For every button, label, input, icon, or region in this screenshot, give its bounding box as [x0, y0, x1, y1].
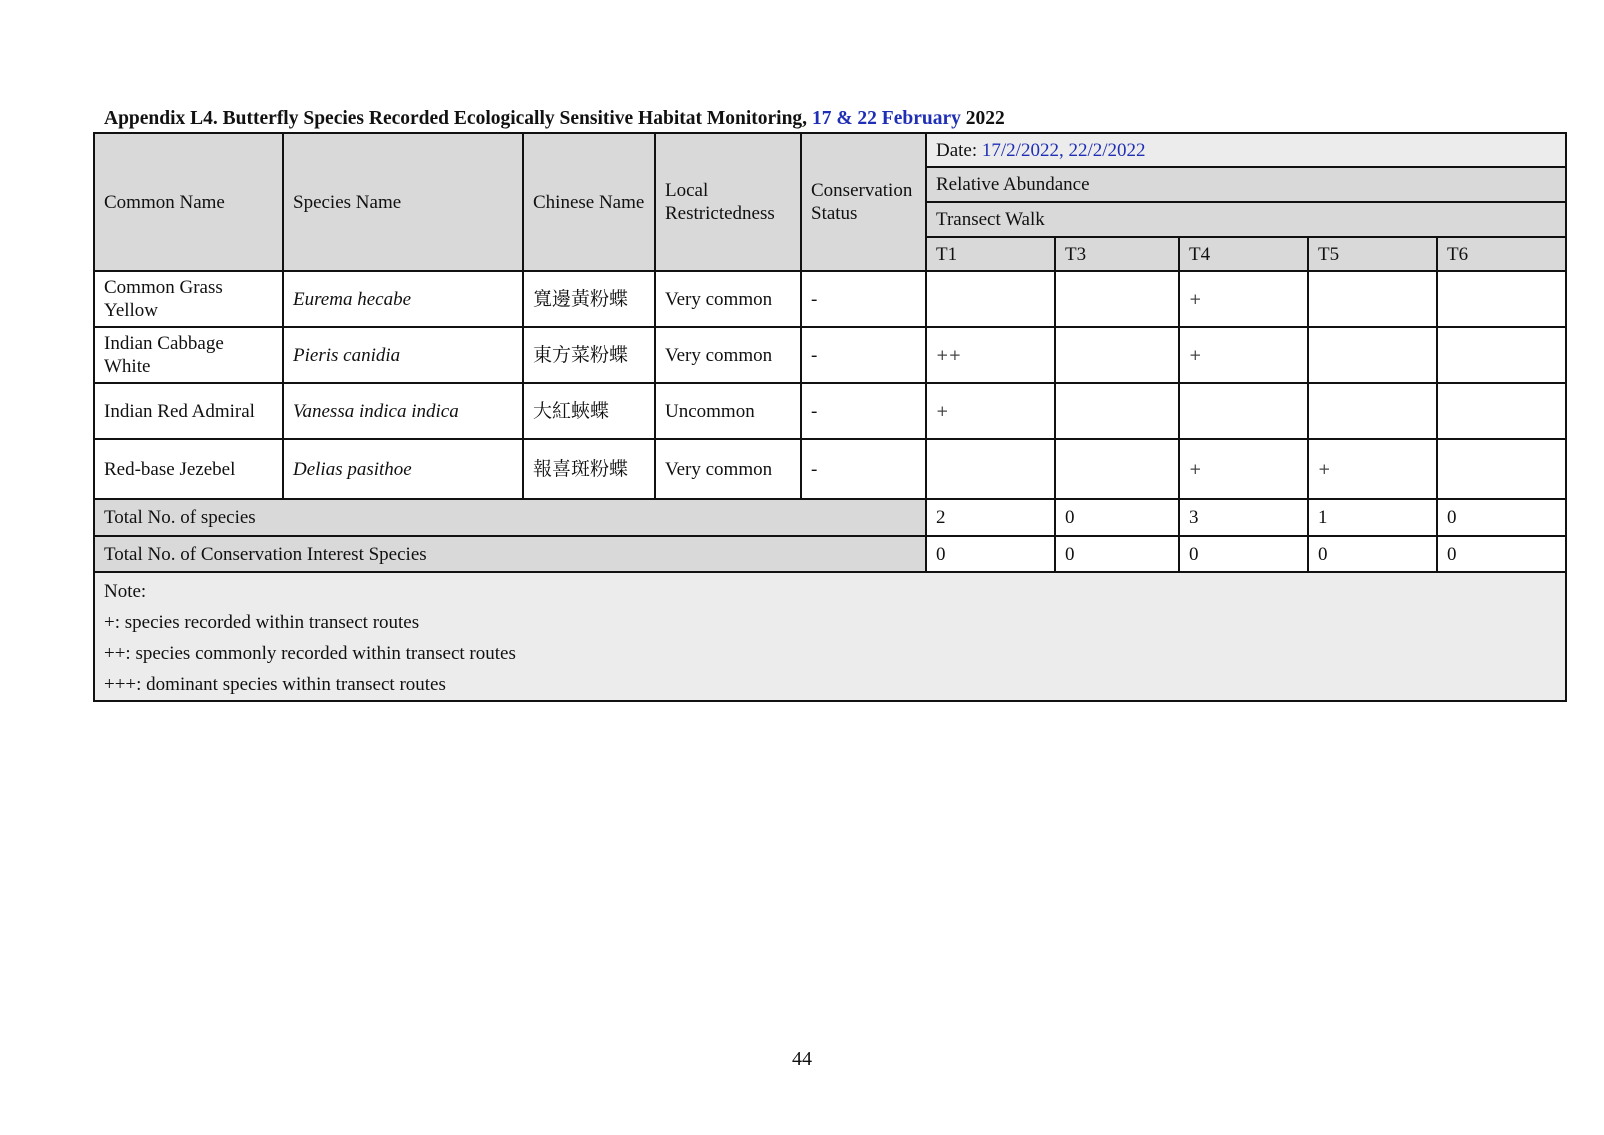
total-conservation-value: 0 — [1308, 536, 1437, 572]
note-line: +++: dominant species within transect routes — [104, 674, 446, 695]
title-dates: 17 & 22 February — [811, 108, 961, 129]
species-name-cell: Pieris canidia — [283, 327, 523, 383]
table-row — [94, 271, 1566, 327]
table-row — [94, 383, 1566, 439]
common-name-cell: Indian Red Admiral — [94, 383, 283, 439]
abundance-cell — [1437, 271, 1566, 327]
abundance-cell: + — [1308, 439, 1437, 499]
abundance-cell: + — [926, 383, 1055, 439]
abundance-cell — [1055, 439, 1179, 499]
header-species-name: Species Name — [283, 133, 523, 271]
total-species-value: 0 — [1437, 499, 1566, 536]
butterfly-species-table — [93, 132, 1567, 702]
table-title — [104, 108, 1005, 130]
header-conservation-status: Conservation Status — [801, 133, 926, 271]
total-species-value: 1 — [1308, 499, 1437, 536]
notes-cell — [94, 572, 1566, 701]
note-line: +: species recorded within transect routes — [104, 612, 420, 633]
abundance-cell — [926, 271, 1055, 327]
header-transect: T5 — [1308, 237, 1437, 271]
conservation-status-cell: - — [801, 383, 926, 439]
header-transect-walk: Transect Walk — [926, 202, 1566, 237]
abundance-cell: + — [1179, 327, 1308, 383]
total-conservation-value: 0 — [1179, 536, 1308, 572]
total-species-value: 0 — [1055, 499, 1179, 536]
table-row — [94, 327, 1566, 383]
note-line: ++: species commonly recorded within transect routes — [104, 643, 516, 664]
local-restrictedness-cell: Uncommon — [655, 383, 801, 439]
local-restrictedness-cell: Very common — [655, 439, 801, 499]
total-conservation-value: 0 — [1055, 536, 1179, 572]
header-transect: T4 — [1179, 237, 1308, 271]
total-species-row — [94, 499, 1566, 536]
header-transect: T1 — [926, 237, 1055, 271]
conservation-status-cell: - — [801, 271, 926, 327]
common-name-cell: Common Grass Yellow — [94, 271, 283, 327]
date-label: Date: — [936, 139, 982, 161]
abundance-cell — [1308, 327, 1437, 383]
abundance-cell: + — [1179, 439, 1308, 499]
total-species-value: 2 — [926, 499, 1055, 536]
chinese-name-cell: 東方菜粉蝶 — [523, 327, 655, 383]
chinese-name-cell: 報喜斑粉蝶 — [523, 439, 655, 499]
notes-row — [94, 572, 1566, 701]
conservation-status-cell: - — [801, 327, 926, 383]
abundance-cell — [1055, 383, 1179, 439]
header-transect: T6 — [1437, 237, 1566, 271]
header-chinese-name: Chinese Name — [523, 133, 655, 271]
abundance-cell: + — [1179, 271, 1308, 327]
total-species-value: 3 — [1179, 499, 1308, 536]
total-conservation-row — [94, 536, 1566, 572]
abundance-cell — [1308, 383, 1437, 439]
total-species-label: Total No. of species — [94, 499, 926, 536]
abundance-cell — [1179, 383, 1308, 439]
total-conservation-label: Total No. of Conservation Interest Species — [94, 536, 926, 572]
table-row — [94, 439, 1566, 499]
abundance-cell — [926, 439, 1055, 499]
species-name-cell: Delias pasithoe — [283, 439, 523, 499]
total-conservation-value: 0 — [926, 536, 1055, 572]
header-local-restrictedness: Local Restrictedness — [655, 133, 801, 271]
local-restrictedness-cell: Very common — [655, 271, 801, 327]
date-value: 17/2/2022, 22/2/2022 — [981, 139, 1146, 161]
header-transect: T3 — [1055, 237, 1179, 271]
conservation-status-cell: - — [801, 439, 926, 499]
common-name-cell: Red-base Jezebel — [94, 439, 283, 499]
species-name-cell: Vanessa indica indica — [283, 383, 523, 439]
page-number: 44 — [792, 1048, 812, 1070]
abundance-cell — [1055, 271, 1179, 327]
title-suffix: 2022 — [960, 108, 1005, 129]
common-name-cell: Indian Cabbage White — [94, 327, 283, 383]
abundance-cell — [1437, 383, 1566, 439]
species-name-cell: Eurema hecabe — [283, 271, 523, 327]
abundance-cell — [1308, 271, 1437, 327]
abundance-cell: ++ — [926, 327, 1055, 383]
note-heading: Note: — [104, 581, 147, 602]
title-prefix: Appendix L4. Butterfly Species Recorded Ecologically Sensitive Habitat Monitoring, — [104, 108, 812, 129]
local-restrictedness-cell: Very common — [655, 327, 801, 383]
header-relative-abundance: Relative Abundance — [926, 167, 1566, 202]
chinese-name-cell: 寬邊黃粉蝶 — [523, 271, 655, 327]
header-date — [926, 133, 1566, 167]
abundance-cell — [1055, 327, 1179, 383]
total-conservation-value: 0 — [1437, 536, 1566, 572]
chinese-name-cell: 大紅蛺蝶 — [523, 383, 655, 439]
abundance-cell — [1437, 439, 1566, 499]
abundance-cell — [1437, 327, 1566, 383]
header-common-name: Common Name — [94, 133, 283, 271]
